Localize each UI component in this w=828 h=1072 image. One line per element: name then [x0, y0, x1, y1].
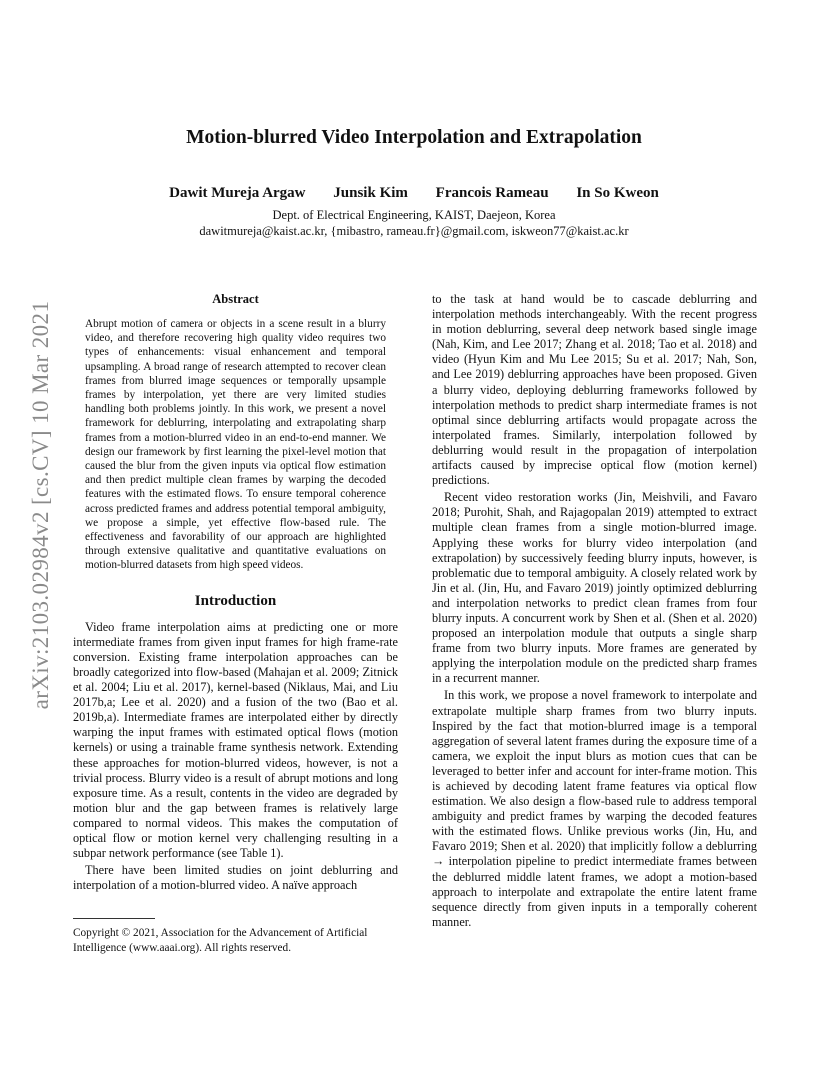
affiliation-block: [0, 207, 828, 239]
author-name: Junsik Kim: [333, 185, 408, 201]
author-name: In So Kweon: [576, 185, 659, 201]
footnote-divider: [73, 918, 155, 919]
paper-title: Motion-blurred Video Interpolation and Extrapolation: [186, 127, 642, 148]
arxiv-identifier-stamp: [22, 285, 60, 725]
affiliation: Dept. of Electrical Engineering, KAIST, Daejeon, Korea: [272, 208, 556, 222]
abstract-heading: Abstract: [212, 292, 259, 306]
intro-paragraph-3: Recent video restoration works (Jin, Meishvili, and Favaro 2018; Purohit, Shah, and Rajagopalan 2019) attempted to extract multiple clean frames from a single motion-blurred image. Applying these works for blurry video interpolation (and extrapolation) by successively feeding blurry inputs, however, is problematic due to temporal ambiguity. A closely related work by Jin et al. (Jin, Hu, and Favaro 2019) jointly optimized deblurring and interpolation networks to predict clean frames from four blurry inputs. A concurrent work by Shen et al. (Shen et al. 2020) proposed an interpolation module that outputs a single sharp frame from two blurry inputs. More frames are generated by applying the interpolation module on the predicted sharp frames in a recurrent manner.: [432, 490, 757, 686]
author-name: Francois Rameau: [435, 185, 549, 201]
left-column: [73, 292, 398, 893]
intro-paragraph-2: There have been limited studies on joint deblurring and interpolation of a motion-blurred video. A naïve approach: [73, 863, 398, 893]
arxiv-id-text: arXiv:2103.02984v2 [cs.CV] 10 Mar 2021: [28, 300, 53, 710]
right-column: [432, 292, 757, 930]
intro-paragraph-2-continued: to the task at hand would be to cascade deblurring and interpolation methods interchangeably. With the recent progress in motion deblurring, several deep network based single image (Nah, Kim, and Lee 2017; Zhang et al. 2018; Tao et al. 2018) and video (Hyun Kim and Mu Lee 2015; Su et al. 2017; Nah, Son, and Lee 2019) deblurring approaches have been proposed. Given a blurry video, deploying deblurring frameworks followed by interpolation methods to predict sharp intermediate frames is not optimal since deblurring artifacts would propagate across the interpolated frames. Similarly, interpolation followed by deblurring would result in the propagation of interpolation artifacts caused by imprecise optical flow (motion kernel) predictions.: [432, 292, 757, 488]
author-list: [0, 185, 828, 202]
intro-paragraph-4: In this work, we propose a novel framework to interpolate and extrapolate multiple sharp frames from two blurry inputs. Inspired by the fact that motion-blurred image is a temporal aggregation of several latent frames during the exposure time of a camera, we exploit the input blurs as motion cues that can be leveraged to better infer and account for inter-frame motion. This is achieved by decoding latent frame features via optical flow estimation. We also design a flow-based rule to address temporal ambiguity and predict frames by warping the decoded features with the estimated flows. Unlike previous works (Jin, Hu, and Favaro 2019; Shen et al. 2020) that implicitly follow a deblurring → interpolation pipeline to predict intermediate frames between the deblurred middle latent frames, we adopt a motion-based approach to interpolate and extrapolate the entire latent frame sequence directly from given inputs in a temporally coherent manner.: [432, 688, 757, 929]
copyright-footnote: Copyright © 2021, Association for the Advancement of Artificial Intelligence (www.aaai.org). All rights reserved.: [73, 927, 368, 954]
introduction-heading: Introduction: [194, 592, 277, 609]
abstract-text: Abrupt motion of camera or objects in a scene result in a blurry video, and therefore recovering high quality video requires two types of enhancements: visual enhancement and temporal upsampling. A broad range of research attempted to recover clean frames from blurred image sequences or temporally upsample frames by interpolation, yet there are very limited studies handling both problems jointly. In this work, we present a novel framework for deblurring, interpolating and extrapolating sharp frames from a motion-blurred video in an end-to-end manner. We design our framework by first learning the pixel-level motion that caused the blur from the given inputs via optical flow estimation and then predict multiple clean frames by warping the decoded features with the estimated flows. To ensure temporal coherence across predicted frames and address potential temporal ambiguity, we propose a simple, yet effective flow-based rule. The effectiveness and favorability of our approach are highlighted through extensive qualitative and quantitative evaluations on motion-blurred datasets from high speed videos.: [85, 318, 386, 572]
author-emails: dawitmureja@kaist.ac.kr, {mibastro, rameau.fr}@gmail.com, iskweon77@kaist.ac.kr: [199, 224, 629, 238]
author-name: Dawit Mureja Argaw: [169, 185, 306, 201]
intro-paragraph-1: Video frame interpolation aims at predicting one or more intermediate frames from given input frames for high frame-rate conversion. Existing frame interpolation approaches can be broadly categorized into flow-based (Mahajan et al. 2009; Zitnick et al. 2004; Liu et al. 2017), kernel-based (Niklaus, Mai, and Liu 2017b,a; Lee et al. 2020) and a fusion of the two (Bao et al. 2019b,a). Intermediate frames are interpolated either by directly warping the input frames with estimated optical flows (motion kernels) or using a trainable frame synthesis network. Extending these approaches for motion-blurred videos, however, is not a trivial process. Blurry video is a result of abrupt motions and long exposure time. As a result, contents in the video are degraded by motion blur and the gap between frames is relatively large compared to normal videos. This makes the computation of optical flow or motion kernel very challenging resulting in a subpar network performance (see Table 1).: [73, 619, 398, 861]
